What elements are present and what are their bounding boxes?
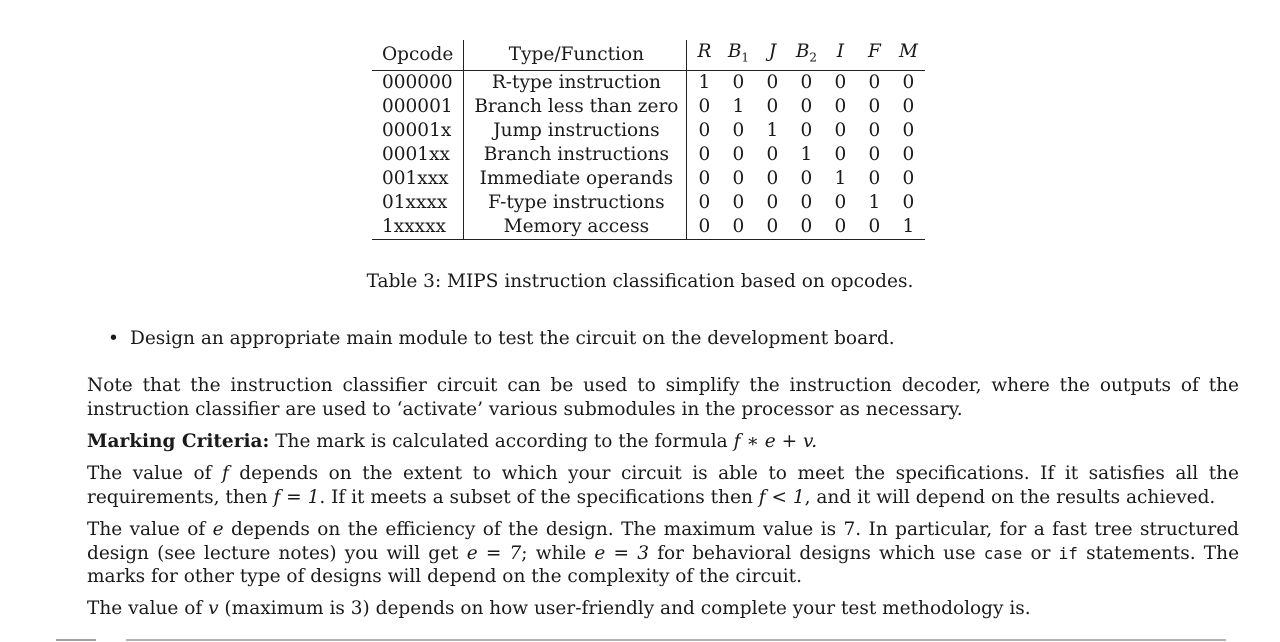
- bit-cell: 0: [868, 143, 881, 165]
- table-row: [372, 167, 925, 191]
- bit-cell: 0: [902, 191, 915, 213]
- bit-cell: 0: [698, 119, 711, 141]
- math-v: v: [208, 598, 219, 619]
- bit-cell: 0: [800, 95, 813, 117]
- header-flag-j: J: [755, 40, 789, 70]
- type-cell: Branch less than zero: [464, 95, 687, 119]
- bit-cell: 0: [868, 119, 881, 141]
- classification-table: [372, 40, 925, 240]
- bit-cell: 0: [868, 95, 881, 117]
- table-row: [372, 119, 925, 143]
- bit-cell: 0: [834, 71, 847, 93]
- type-cell: F-type instructions: [464, 191, 687, 215]
- bit-cell: 0: [732, 191, 745, 213]
- type-cell: Branch instructions: [464, 143, 687, 167]
- math-e-eq-7: e = 7: [466, 542, 522, 564]
- bit-cell: 0: [732, 119, 745, 141]
- bullet-item: [108, 328, 895, 349]
- bit-cell: 1: [868, 191, 881, 213]
- header-flag-m: M: [891, 40, 925, 70]
- bit-cell: 0: [800, 167, 813, 189]
- code-if: if: [1058, 543, 1078, 563]
- f-value-paragraph: The value of f depends on the extent to which your circuit is able to meet the specifications. If it satisfies all the requirements, then f = 1. If it meets a subset of the specifications then f < 1, and it will depend on the results achieved.: [87, 463, 1239, 508]
- bit-cell: 0: [800, 71, 813, 93]
- math-f-eq-1: f = 1: [273, 486, 320, 508]
- table-header-row: [372, 40, 925, 70]
- table-row: [372, 95, 925, 119]
- bit-cell: 0: [868, 71, 881, 93]
- header-flag-b2: $B_2$: [789, 40, 823, 70]
- bit-cell: 0: [902, 143, 915, 165]
- bit-cell: 0: [766, 71, 779, 93]
- table-row: [372, 70, 925, 95]
- e-value-paragraph: The value of e depends on the efficiency of the design. The maximum value is 7. In particular, for a fast tree structured design (see lecture notes) you will get e = 7; while e = 3 for behavioral designs which use case or if statements. The marks for other type of designs will depend on the complexity of the circuit.: [87, 519, 1240, 587]
- header-flag-r: R: [687, 40, 722, 70]
- table-row: [372, 191, 925, 215]
- bit-cell: 1: [891, 215, 925, 240]
- bit-cell: 0: [834, 191, 847, 213]
- bit-cell: 1: [834, 167, 847, 189]
- bit-cell: 0: [766, 167, 779, 189]
- opcode-cell: 01xxxx: [372, 191, 464, 215]
- opcode-cell: 000000: [372, 70, 464, 95]
- note-paragraph: Note that the instruction classifier circuit can be used to simplify the instruction decoder, where the outputs of the instruction classifier are used to ‘activate’ various submodules in the processor as necessary.: [87, 375, 1239, 420]
- type-cell: Memory access: [464, 215, 687, 240]
- bit-cell: 0: [902, 71, 915, 93]
- bit-cell: 0: [834, 95, 847, 117]
- bit-cell: 0: [902, 119, 915, 141]
- type-cell: Immediate operands: [464, 167, 687, 191]
- bit-cell: 0: [902, 95, 915, 117]
- bullet-text: Design an appropriate main module to test the circuit on the development board.: [130, 328, 895, 349]
- bit-cell: 0: [698, 167, 711, 189]
- header-flag-b1: $B_1$: [721, 40, 755, 70]
- bit-cell: 0: [698, 191, 711, 213]
- bit-cell: 0: [902, 167, 915, 189]
- header-flag-i: I: [823, 40, 857, 70]
- bit-cell: 0: [687, 215, 722, 240]
- bit-cell: 1: [766, 119, 779, 141]
- bit-cell: 0: [766, 95, 779, 117]
- header-flag-f: F: [857, 40, 891, 70]
- bit-cell: 0: [698, 143, 711, 165]
- marking-criteria-text: The mark is calculated according to the formula: [275, 431, 728, 452]
- bit-cell: 0: [766, 143, 779, 165]
- marking-criteria-label: Marking Criteria:: [87, 431, 270, 452]
- marking-formula: f ∗ e + v.: [733, 431, 818, 452]
- opcode-cell: 1xxxxx: [372, 215, 464, 240]
- bit-cell: 1: [698, 71, 711, 93]
- bit-cell: 0: [823, 215, 857, 240]
- bit-cell: 0: [857, 215, 891, 240]
- marking-criteria-paragraph: [87, 430, 1239, 454]
- header-type: Type/Function: [464, 40, 687, 70]
- bit-cell: 0: [800, 191, 813, 213]
- v-value-paragraph: The value of v (maximum is 3) depends on how user-friendly and complete your test methodology is.: [87, 598, 1031, 619]
- opcode-cell: 00001x: [372, 119, 464, 143]
- bit-cell: 0: [732, 71, 745, 93]
- bit-cell: 1: [800, 143, 813, 165]
- bit-cell: 0: [834, 119, 847, 141]
- bit-cell: 0: [800, 119, 813, 141]
- bit-cell: 0: [732, 167, 745, 189]
- table-caption: Table 3: MIPS instruction classification based on opcodes.: [366, 271, 914, 292]
- opcode-cell: 001xxx: [372, 167, 464, 191]
- bit-cell: 1: [732, 95, 745, 117]
- table-row: [372, 143, 925, 167]
- math-e-eq-3: e = 3: [594, 542, 650, 564]
- bit-cell: 0: [868, 167, 881, 189]
- bit-cell: 0: [789, 215, 823, 240]
- bit-cell: 0: [721, 215, 755, 240]
- opcode-cell: 0001xx: [372, 143, 464, 167]
- math-f-lt-1: f < 1: [758, 486, 805, 508]
- opcode-cell: 000001: [372, 95, 464, 119]
- bit-cell: 0: [755, 215, 789, 240]
- math-f: f: [221, 463, 229, 484]
- type-cell: R-type instruction: [464, 70, 687, 95]
- table-row: [372, 215, 925, 240]
- header-opcode: Opcode: [372, 40, 464, 70]
- bullet-dot-icon: •: [108, 328, 119, 349]
- code-case: case: [983, 543, 1023, 563]
- bit-cell: 0: [732, 143, 745, 165]
- bit-cell: 0: [766, 191, 779, 213]
- math-e: e: [212, 519, 224, 540]
- bit-cell: 0: [834, 143, 847, 165]
- type-cell: Jump instructions: [464, 119, 687, 143]
- bit-cell: 0: [698, 95, 711, 117]
- cropped-next-line: [56, 633, 1226, 642]
